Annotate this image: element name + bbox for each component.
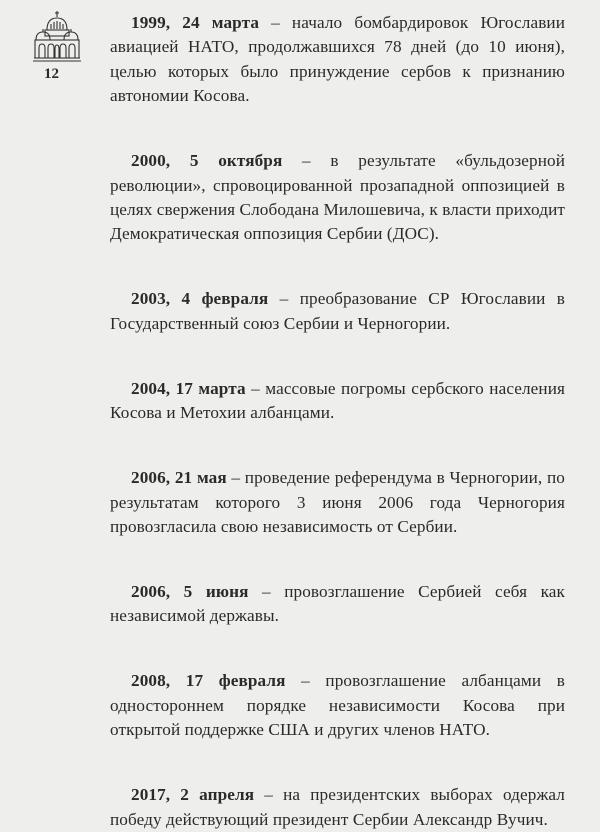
entry-text: – провозглашение албанцами в одностороннем порядке независимости Косова при открытой поддержке США и других членов НАТО.	[110, 671, 565, 740]
entry-text: – начало бомбардировок Югославии авиацией НАТО, продолжавшихся 78 дней (до 10 июня), целью которых было принуждение сербов к признанию автономии Косова.	[110, 13, 566, 106]
entry-date: 2004, 17 марта	[131, 378, 246, 398]
entry-text: – преобразование СР Югославии в Государственный союз Сербии и Черногории.	[110, 289, 565, 333]
chronology-entry	[110, 466, 565, 539]
page-number: 12	[44, 66, 59, 82]
entry-text: – на президентских выборах одержал победу действующий президент Сербии Александр Вучич.	[110, 785, 565, 829]
chronology-entry	[110, 580, 565, 629]
entry-date: 2006, 5 июня	[131, 582, 249, 602]
entry-date: 2008, 17 февраля	[131, 671, 286, 691]
chronology-entry	[110, 11, 565, 109]
entry-text: – провозглашение Сербией себя как независимой державы.	[110, 582, 565, 626]
cathedral-icon	[32, 10, 82, 62]
entry-text: – в результате «бульдозерной революции», спровоцированной прозападной оппозицией в целях свержения Слободана Милошевича, к власти приходит Демократическая оппозиция Сербии (ДОС).	[110, 151, 565, 244]
entry-text: – проведение референдума в Черногории, по результатам которого 3 июня 2006 года Черногория провозгласила свою независимость от Сербии.	[110, 468, 565, 537]
entry-date: 2006, 21 мая	[131, 468, 227, 488]
entry-text: – массовые погромы сербского населения Косова и Метохии албанцами.	[110, 378, 565, 423]
chronology-entry	[110, 669, 565, 742]
entry-date: 2017, 2 апреля	[131, 785, 255, 805]
chronology-entry	[110, 783, 565, 832]
entry-date: 1999, 24 марта	[131, 13, 260, 32]
chronology-entry	[110, 149, 565, 247]
chronology-list	[110, 11, 565, 832]
chronology-entry	[110, 377, 565, 426]
entry-date: 2003, 4 февраля	[131, 289, 269, 309]
chronology-entry	[110, 287, 565, 336]
entry-date: 2000, 5 октября	[131, 151, 283, 171]
